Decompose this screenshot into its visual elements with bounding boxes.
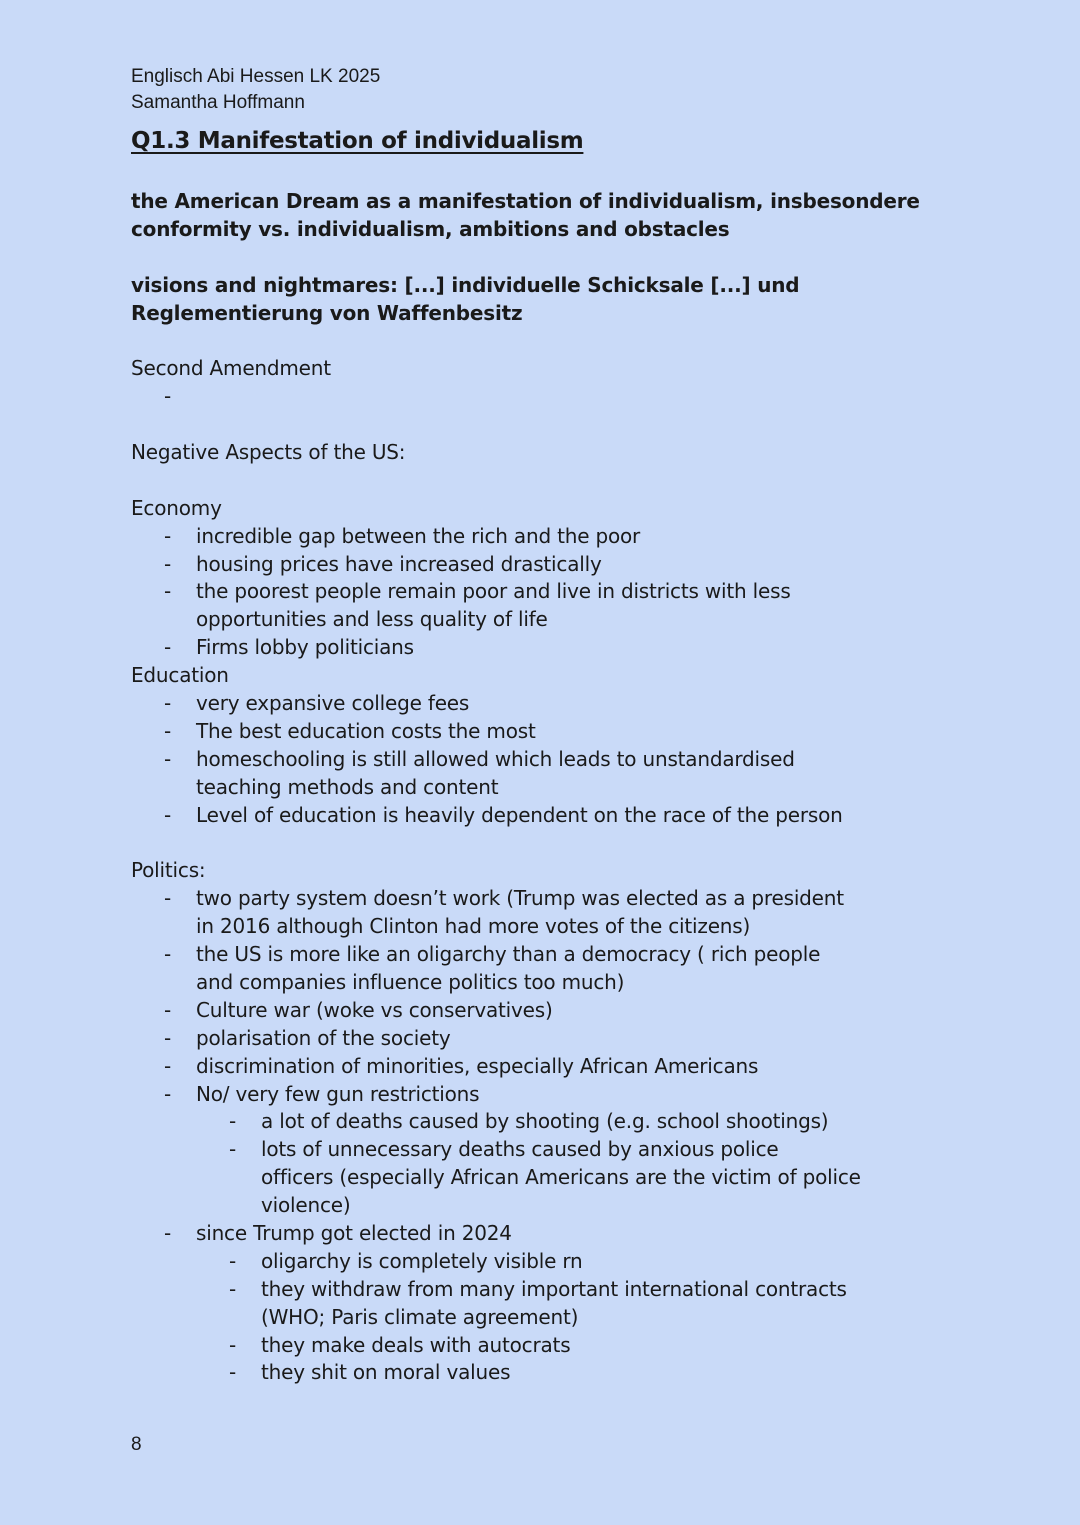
list-item	[131, 718, 1031, 746]
list-item	[131, 746, 1031, 802]
bullet-dash: -	[164, 886, 172, 911]
text-line: in 2016 although Clinton had more votes of the citizens)	[196, 914, 751, 939]
text-line: Economy	[131, 495, 222, 520]
section-title: Q1.3 Manifestation of individualism	[131, 128, 584, 154]
text-line: opportunities and less quality of life	[196, 607, 548, 632]
bullet-dash: -	[164, 635, 172, 660]
text-line: (WHO; Paris climate agreement)	[261, 1304, 579, 1329]
text-line: since Trump got elected in 2024	[196, 1220, 512, 1245]
document-course-header: Englisch Abi Hessen LK 2025	[131, 66, 381, 87]
text-line: visions and nightmares: [...] individuelle Schicksale [...] und	[131, 272, 800, 297]
bullet-dash: -	[229, 1276, 237, 1301]
bullet-dash: -	[164, 691, 172, 716]
list-item	[131, 383, 1031, 411]
text-line: they make deals with autocrats	[261, 1332, 571, 1357]
bold-paragraph	[131, 188, 1031, 244]
bullet-dash: -	[164, 718, 172, 743]
document-author: Samantha Hoffmann	[131, 92, 305, 113]
text-paragraph	[131, 439, 1031, 467]
text-paragraph	[131, 857, 1031, 885]
text-line: discrimination of minorities, especially African Americans	[196, 1053, 759, 1078]
text-line: the American Dream as a manifestation of individualism, insbesondere	[131, 189, 920, 213]
text-line: the poorest people remain poor and live in districts with less	[196, 579, 791, 604]
text-line: violence)	[261, 1193, 351, 1218]
text-paragraph	[131, 662, 1031, 690]
text-line: housing prices have increased drastically	[196, 551, 602, 576]
text-line: they withdraw from many important international contracts	[261, 1276, 847, 1301]
text-line: No/ very few gun restrictions	[196, 1081, 480, 1106]
list-item	[131, 1053, 1031, 1081]
list-item	[131, 1276, 1031, 1332]
blank-line	[131, 467, 1031, 495]
text-line: incredible gap between the rich and the poor	[196, 523, 641, 548]
list-item	[131, 1220, 1031, 1248]
bullet-dash: -	[164, 802, 172, 827]
text-line: The best education costs the most	[196, 718, 536, 743]
text-line: Politics:	[131, 858, 206, 883]
list-item	[131, 802, 1031, 830]
bullet-dash: -	[164, 942, 172, 967]
text-line: polarisation of the society	[196, 1025, 451, 1050]
text-line: Firms lobby politicians	[196, 635, 414, 660]
text-line: Negative Aspects of the US:	[131, 440, 406, 465]
list-item	[131, 551, 1031, 579]
list-item	[131, 1025, 1031, 1053]
bullet-dash: -	[164, 1081, 172, 1106]
list-item	[131, 997, 1031, 1025]
text-line: teaching methods and content	[196, 774, 499, 799]
blank-line	[131, 829, 1031, 857]
text-line: very expansive college fees	[196, 691, 470, 716]
bullet-dash: -	[164, 551, 172, 576]
text-line: lots of unnecessary deaths caused by anxious police	[261, 1137, 779, 1162]
text-line: they shit on moral values	[261, 1360, 511, 1385]
bullet-dash: -	[164, 1053, 172, 1078]
list-item	[131, 578, 1031, 634]
text-line: conformity vs. individualism, ambitions and obstacles	[131, 216, 730, 241]
text-line: Reglementierung von Waffenbesitz	[131, 300, 523, 325]
list-item	[131, 634, 1031, 662]
blank-line	[131, 327, 1031, 355]
list-item	[131, 885, 1031, 941]
list-item	[131, 1359, 1031, 1387]
bullet-dash: -	[164, 1220, 172, 1245]
list-item	[131, 941, 1031, 997]
bullet-dash: -	[229, 1137, 237, 1162]
text-paragraph	[131, 495, 1031, 523]
list-item	[131, 1248, 1031, 1276]
bullet-dash: -	[229, 1248, 237, 1273]
bullet-dash: -	[229, 1109, 237, 1134]
list-item	[131, 1332, 1031, 1360]
document-body	[131, 188, 1031, 1387]
bullet-dash: -	[164, 579, 172, 604]
page-number: 8	[131, 1434, 142, 1455]
bullet-dash: -	[164, 384, 172, 409]
bullet-dash: -	[164, 523, 172, 548]
bold-paragraph	[131, 272, 1031, 328]
list-item	[131, 1108, 1031, 1136]
text-line: two party system doesn’t work (Trump was elected as a president	[196, 886, 844, 911]
list-item	[131, 523, 1031, 551]
blank-line	[131, 411, 1031, 439]
text-paragraph	[131, 355, 1031, 383]
text-line: a lot of deaths caused by shooting (e.g. school shootings)	[261, 1109, 829, 1134]
bullet-dash: -	[164, 1025, 172, 1050]
bullet-dash: -	[229, 1332, 237, 1357]
text-line: Education	[131, 663, 229, 688]
text-line: Level of education is heavily dependent on the race of the person	[196, 802, 843, 827]
text-line: Second Amendment	[131, 356, 331, 381]
text-line: oligarchy is completely visible rn	[261, 1248, 583, 1273]
list-item	[131, 690, 1031, 718]
text-line: the US is more like an oligarchy than a democracy ( rich people	[196, 942, 821, 967]
bullet-dash: -	[229, 1360, 237, 1385]
bullet-dash: -	[164, 997, 172, 1022]
list-item	[131, 1081, 1031, 1109]
bullet-dash: -	[164, 746, 172, 771]
text-line: homeschooling is still allowed which leads to unstandardised	[196, 746, 795, 771]
text-line: officers (especially African Americans are the victim of police	[261, 1165, 861, 1190]
text-line: and companies influence politics too much)	[196, 969, 625, 994]
list-item	[131, 1136, 1031, 1220]
text-line: Culture war (woke vs conservatives)	[196, 997, 553, 1022]
blank-line	[131, 244, 1031, 272]
